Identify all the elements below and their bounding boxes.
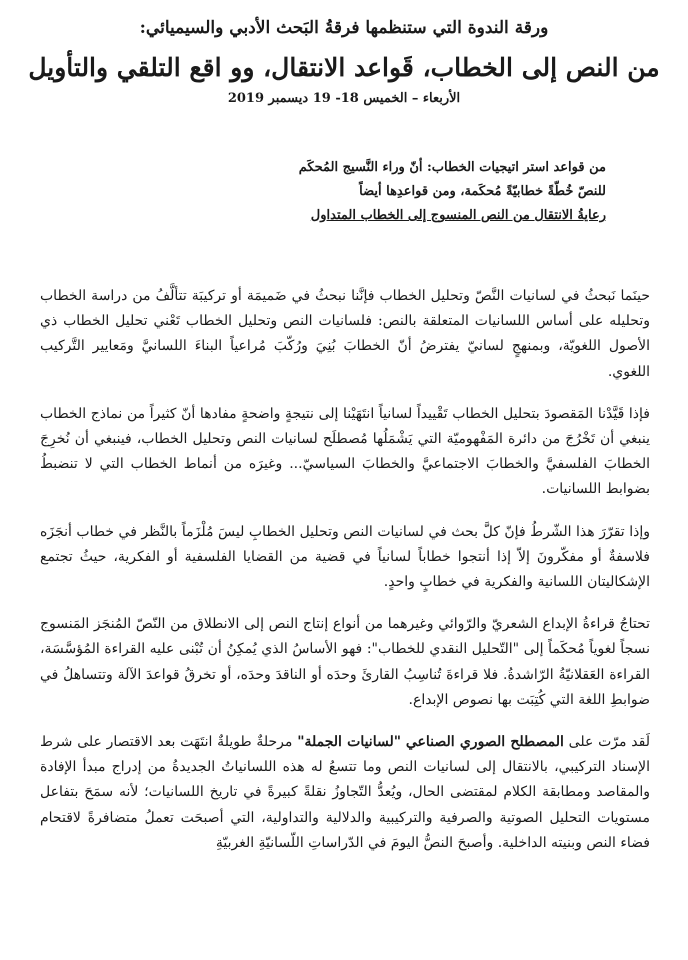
seminar-title: من النص إلى الخطاب، قَواعد الانتقال، وو اقع التلقي والتأويل <box>28 53 660 82</box>
body-text <box>40 284 650 856</box>
paragraph-5 <box>40 730 650 856</box>
paragraph-5-rest: مرحلةٌ طويلةٌ انتَهَت بعد الاقتصار على شرط الإسناد التركيبي، بالانتقال إلى لسانيات النص وما تتسعُ له هذه اللسانياتُ الجديدةُ من إدراج مبدأ الإفادة والمقاصد ومطابقة الكلام لمقتضى الحال، ويُعدُّ التّجاوزُ نقلةً كبيرةً في تاريخ اللسانيات؛ لأنه سمَحَ بتفاعل مستويات التحليل الصوتية والصرفية والتركيبية والدلالية والتداولية، التي أصبحَت تعملُ متضافرةً لاقتحام فضاء النص وبنيته الداخلية. وأصبحَ النصُّ اليومَ في الدّراساتِ اللّسانيّةِ الغربيّةِ <box>40 734 650 851</box>
paragraph-4: تحتاجُ قراءةُ الإبداع الشعريّ والرّوائي وغيرهما من أنواع إنتاج النص إلى الانطلاق من النّصّ المُنجَز المَنسوج نسجاً لغوياً مُحكَماً إلى "التّحليل النقدي للخطاب": فهو الأساسُ الذي يُمكِنُ أن تُبْنى عليه القراءة المُؤسَّسَة، القراءة العَقلانيّةُ الرّاشدةُ. فلا قراءةَ تُناسِبُ القارئَ وحدَه أو الناقدَ وحدَه، أو تخرقُ قواعدَ الآلة وتتساهلُ في ضوابطِ اللغة التي كُتِبَت بها نصوص الإبداع. <box>40 616 650 708</box>
paragraph-1: حينَما نَبحثُ في لسانيات النَّصّ وتحليل الخطاب فإنَّنا نبحثُ في ضَميمَة أو تركيبَة تتألَّفُ من دراسة الخطاب وتحليله على أساس اللسانيات المتعلقة بالنص: فلسانيات النص وتحليل الخطاب تَعْني تحليل الخطاب ذي الأصول اللغويّة، وبمنهجٍ لسانيّ يفترضُ أنّ الخطابَ بُنِيَ ورُكّبَ مُراعياً البناءَ اللسانيَّ ومَعايير التَّركيب اللغوي. <box>40 288 650 380</box>
seminar-subtitle: ورقة الندوة التي ستنظمها فرقةُ البَحث الأدبي والسيميائي: <box>139 18 549 38</box>
paragraph-3: وإذا تقرّرَ هذا الشّرطُ فإنّ كلَّ بحث في لسانيات النص وتحليل الخطابِ ليسَ مُلْزَماً بالنَّظر في خطاب أنجَزَه فلاسفةٌ أو مفكّرونَ إلاّ إذا أنتجوا خطاباً لسانياً في قضية من القضايا الفلسفية أو الفكرية، حيثُ تجتمع الإشكاليتان اللسانية والفكرية في خطابٍ واحدٍ. <box>40 523 650 591</box>
seminar-date: الأربعاء – الخميس 18- 19 ديسمبر 2019 <box>227 91 461 106</box>
intro-line-1: من قواعد استر اتيجيات الخطاب: أنّ وراء النَّسيج المُحكَم <box>298 160 606 175</box>
paragraph-5-term-1: المصطلح الصوري الصناعي <box>405 734 564 751</box>
intro-line-2: للنصّ خُطّةً خطابيّةً مُحكَمة، ومن قواعدِها أيضاً <box>359 184 606 199</box>
intro-line-3: رعايةُ الانتقال من النص المنسوج إلى الخطاب المتداول <box>310 208 606 223</box>
intro-block <box>166 156 606 228</box>
paragraph-5-start: لَقد مرّت على <box>563 734 651 751</box>
paragraph-5-term-2: "لسانيات الجملة" <box>297 734 402 751</box>
paragraph-2: فإذا قَيَّدْنا المَقصودَ بتحليل الخطاب تَقْييداً لسانياً انتَهَيْنا إلى نتيجةٍ واضحةٍ مفادها أنّ كثيراً من نماذج الخطاب ينبغي أن تَخْرُجَ من دائرة المَفْهوميّة التي يَشْمَلُها مُصطلَح لسانيات النص وتحليل الخطاب، فينبغي أن نُخرِجَ الخطابَ الفلسفيَّ والخطابَ الاجتماعيَّ والخطابَ السياسيّ... وغيرَه من أنماط الخطاب التي لا تنضبطُ بضوابط اللسانيات. <box>40 405 650 498</box>
